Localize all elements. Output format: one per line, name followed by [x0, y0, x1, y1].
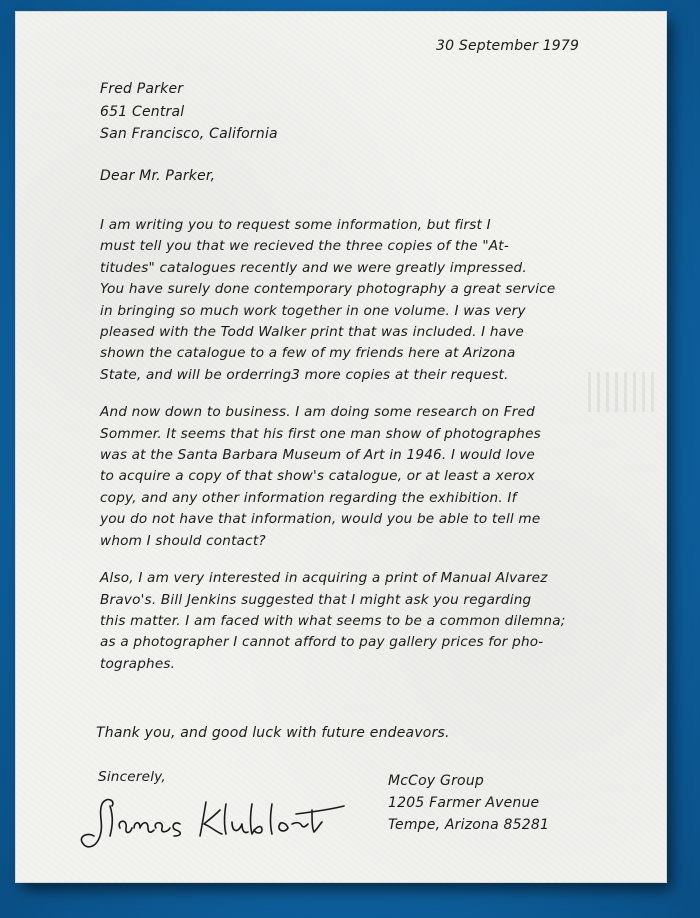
salutation: Dear Mr. Parker,	[100, 168, 216, 184]
text-line: tographes.	[100, 655, 176, 672]
text-line: to acquire a copy of that show's catalogue, or at least a xerox	[100, 468, 535, 485]
sender-organization: McCoy Group	[388, 773, 484, 789]
paragraph-3	[100, 568, 600, 675]
letter-body	[100, 215, 600, 691]
text-line: in bringing so much work together in one volume. I was very	[100, 302, 526, 319]
letter-page	[16, 12, 666, 882]
letter-date: 30 September 1979	[436, 38, 580, 54]
text-line: Sommer. It seems that his first one man show of photographes	[100, 425, 541, 442]
text-line: copy, and any other information regarding the exhibition. If	[100, 489, 517, 506]
text-line: titudes" catalogues recently and we were greatly impressed.	[100, 259, 527, 276]
text-line: You have surely done contemporary photography a great service	[100, 281, 556, 298]
sender-street: 1205 Farmer Avenue	[388, 795, 540, 811]
recipient-address	[100, 78, 278, 146]
handwritten-signature	[76, 784, 346, 856]
sign-off: Sincerely,	[98, 769, 166, 785]
sender-city: Tempe, Arizona 85281	[388, 817, 550, 833]
text-line: you do not have that information, would you be able to tell me	[100, 511, 541, 528]
recipient-street: 651 Central	[100, 103, 185, 120]
text-line: as a photographer I cannot afford to pay gallery prices for pho-	[100, 634, 544, 651]
paragraph-1	[100, 215, 600, 386]
text-line: was at the Santa Barbara Museum of Art in 1946. I would love	[100, 447, 535, 464]
return-address	[388, 770, 549, 836]
text-line: I am writing you to request some information, but first I	[100, 217, 491, 233]
text-line: whom I should contact?	[100, 532, 266, 549]
text-line: State, and will be orderring3 more copies at their request.	[100, 366, 509, 383]
recipient-city: San Francisco, California	[100, 126, 278, 142]
text-line: shown the catalogue to a few of my friends here at Arizona	[100, 345, 516, 362]
recipient-name: Fred Parker	[100, 81, 184, 97]
closing-line: Thank you, and good luck with future endeavors.	[96, 725, 450, 741]
text-line: And now down to business. I am doing some research on Fred	[100, 404, 535, 421]
text-line: pleased with the Todd Walker print that was included. I have	[100, 324, 524, 341]
paragraph-2	[100, 402, 600, 552]
text-line: Also, I am very interested in acquiring a print of Manual Alvarez	[100, 570, 548, 587]
text-line: Bravo's. Bill Jenkins suggested that I might ask you regarding	[100, 591, 532, 608]
text-line: this matter. I am faced with what seems to be a common dilemna;	[100, 612, 566, 629]
text-line: must tell you that we recieved the three copies of the "At-	[100, 238, 509, 255]
